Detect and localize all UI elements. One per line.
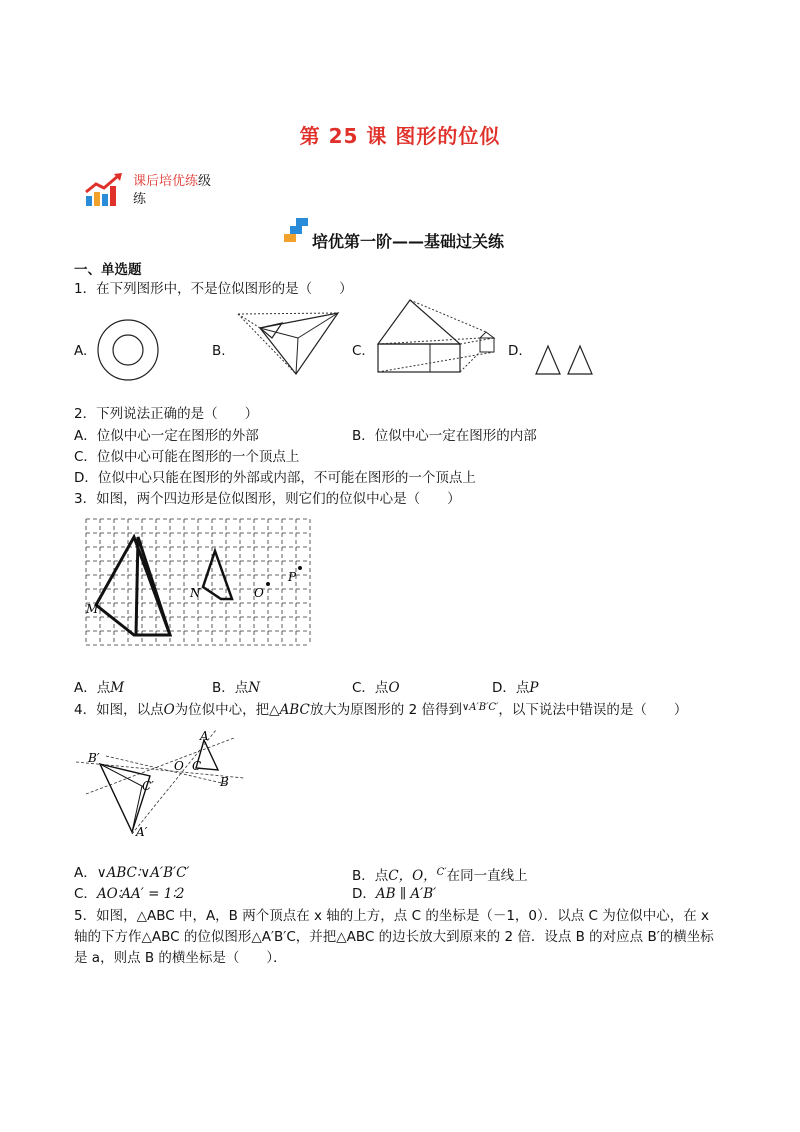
q1-stem: 1．在下列图形中，不是位似图形的是（ ） — [74, 281, 353, 297]
bar-chart-arrow-icon — [84, 172, 128, 208]
q4-option-a: A．∨ABC∶∨A′B′C′ — [74, 865, 190, 881]
badge-label-line2: 练 — [133, 192, 147, 207]
q1-option-d-label: D. — [508, 343, 523, 359]
q4-label-c-prime: C′ — [142, 779, 154, 793]
q2-option-d: D．位似中心只能在图形的外部或内部，不可能在图形的一个顶点上 — [74, 470, 476, 486]
q1-figure-a-rings — [96, 318, 160, 382]
q3-stem: 3．如图，两个四边形是位似图形，则它们的位似中心是（ ） — [74, 491, 461, 507]
q4-option-b: B．点C，O，$^{C'}$在同一直线上 — [352, 867, 528, 884]
q1-figure-b-triangles — [236, 308, 346, 378]
q3-label-p: P — [288, 570, 297, 584]
q3-option-d: D．点P — [492, 680, 539, 696]
q4-option-d: D．AB ∥ A′B′ — [352, 886, 437, 902]
q3-label-n: N — [190, 586, 201, 600]
q3-grid-figure — [84, 517, 320, 657]
q1-figure-c-houses — [374, 298, 504, 374]
q1-option-a-label: A. — [74, 343, 88, 359]
steps-icon — [282, 218, 310, 244]
q5-line1: 5．如图，△ABC 中，A，B 两个顶点在 x 轴的上方，点 C 的坐标是（－1，0）．以点 C 为位似中心，在 x — [74, 908, 710, 924]
q5-line2: 轴的下方作△ABC 的位似图形△A′B′C，并把△ABC 的边长放大到原来的 2 倍．设点 B 的对应点 B′的横坐标 — [74, 929, 714, 945]
q2-option-a: A．位似中心一定在图形的外部 — [74, 428, 259, 444]
stage-title: 培优第一阶——基础过关练 — [312, 232, 505, 251]
badge-label — [133, 173, 223, 209]
q3-label-o: O — [254, 586, 264, 600]
q4-option-c: C．AO∶AA′ = 1∶2 — [74, 886, 185, 902]
q1-option-b-label: B. — [212, 343, 226, 359]
q5-line3: 是 a，则点 B 的横坐标是（ ）． — [74, 950, 287, 966]
q4-label-o: O — [174, 759, 184, 773]
q4-label-a-prime: A′ — [136, 825, 148, 839]
q4-homothety-figure — [76, 728, 246, 840]
q3-option-b: B．点N — [212, 680, 261, 696]
q3-label-m: M — [86, 602, 99, 616]
q4-stem: 4．如图，以点O为位似中心，把△ABC放大为原图形的 2 倍得到$^{\vee A'B'C'}$，以下说法中错误的是（ ） — [74, 702, 688, 718]
q2-option-c: C．位似中心可能在图形的一个顶点上 — [74, 449, 300, 465]
section-heading: 一、单选题 — [74, 262, 142, 278]
q1-option-c-label: C. — [352, 343, 366, 359]
q4-label-b-prime: B′ — [88, 751, 100, 765]
badge-label-part2: 级 — [198, 174, 212, 189]
q4-label-a: A — [200, 729, 209, 743]
badge-label-part1: 课后培优练 — [133, 174, 199, 189]
q2-stem: 2．下列说法正确的是（ ） — [74, 406, 259, 422]
q4-label-c: C — [192, 759, 202, 773]
lesson-title: 第 25 课 图形的位似 — [299, 124, 501, 148]
q2-option-b: B．位似中心一定在图形的内部 — [352, 428, 537, 444]
q4-label-b: B — [220, 775, 229, 789]
q3-option-a: A．点M — [74, 680, 125, 696]
q3-option-c: C．点O — [352, 680, 400, 696]
q1-figure-d-two-triangles — [532, 340, 604, 376]
